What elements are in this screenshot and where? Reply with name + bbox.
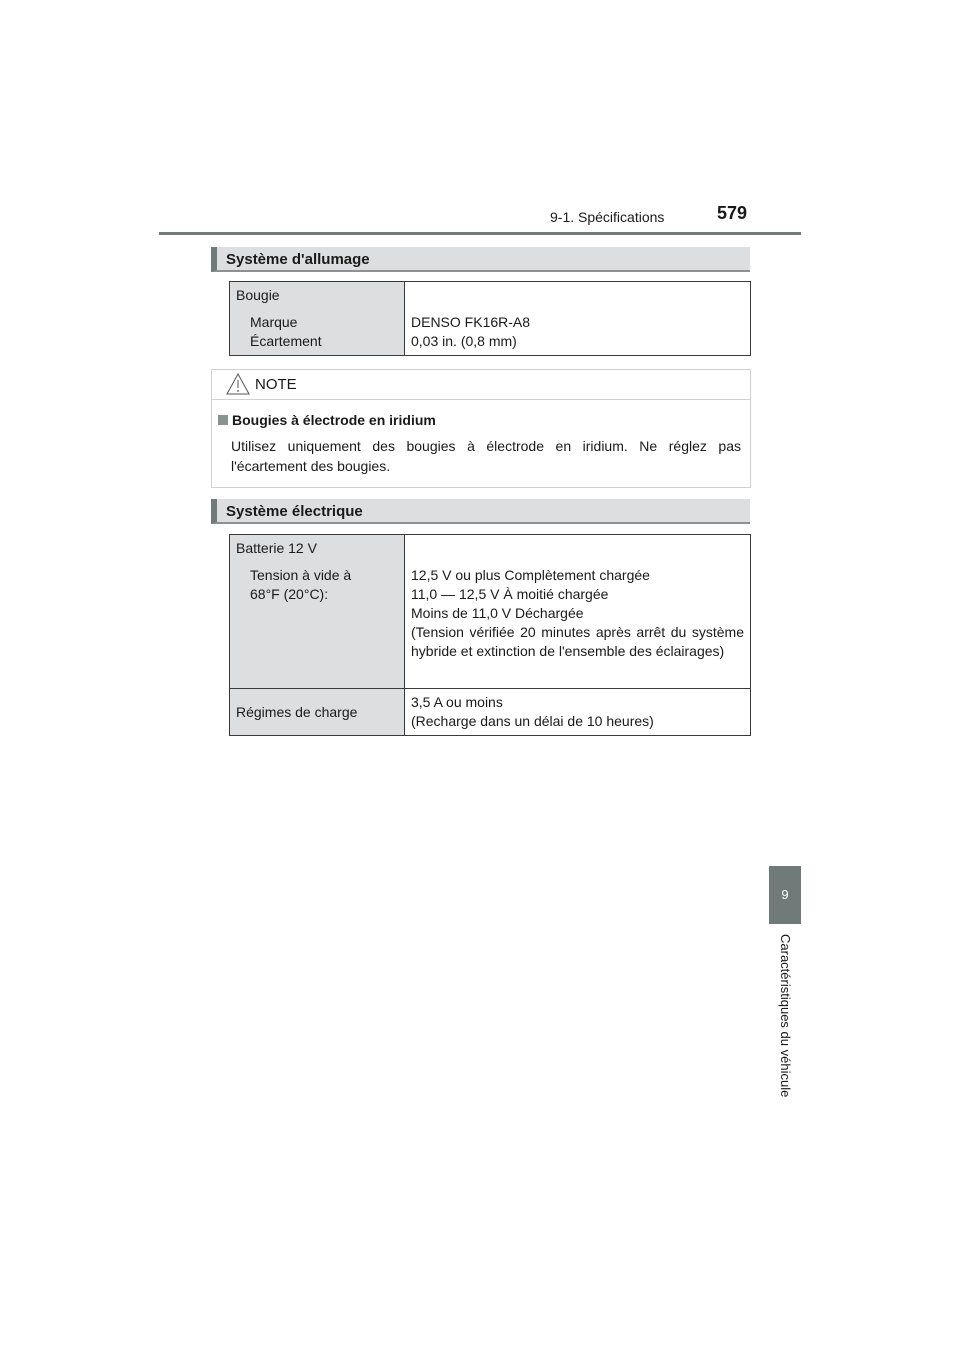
- table-row: [230, 282, 751, 356]
- ignition-value-cell: [405, 282, 751, 356]
- warning-triangle-icon: [226, 373, 250, 395]
- bullet-square-icon: [218, 415, 228, 425]
- battery-group-label: Batterie 12 V: [236, 540, 317, 556]
- chapter-tab: 9: [769, 866, 801, 924]
- charge-label-cell: Régimes de charge: [230, 689, 405, 736]
- charge-duration: (Recharge dans un délai de 10 heures): [411, 713, 654, 729]
- chapter-side-label-text: Caractéristiques du véhicule: [778, 934, 793, 1098]
- note-body: Utilisez uniquement des bougies à électrode en iridium. Ne réglez pas l'écartement des bougies.: [231, 438, 741, 474]
- battery-state-full: 12,5 V ou plus Complètement chargée: [411, 567, 650, 583]
- battery-label-cell: [230, 535, 405, 689]
- note-box: [211, 369, 751, 488]
- header-divider: [159, 232, 801, 235]
- note-label: NOTE: [255, 376, 297, 393]
- open-voltage-label: Tension à vide à 68°F (20°C):: [250, 567, 352, 602]
- ignition-label-cell: [230, 282, 405, 356]
- battery-state-discharged: Moins de 11,0 V Déchargée: [411, 605, 584, 621]
- brand-value: DENSO FK16R-A8: [411, 314, 531, 330]
- electrical-section-title: Système électrique: [211, 499, 750, 524]
- chapter-side-label: [775, 934, 795, 1124]
- battery-state-half: 11,0 — 12,5 V À moitié chargée: [411, 586, 609, 602]
- ignition-section-title: Système d'allumage: [211, 247, 750, 272]
- charge-value-cell: [405, 689, 751, 736]
- brand-label: Marque: [250, 314, 298, 330]
- battery-value-cell: [405, 535, 751, 689]
- note-title-text: Bougies à électrode en iridium: [232, 412, 436, 428]
- spark-plug-group-label: Bougie: [236, 287, 280, 303]
- note-header: [212, 370, 750, 400]
- gap-label: Écartement: [250, 333, 322, 349]
- gap-value: 0,03 in. (0,8 mm): [411, 333, 517, 349]
- page-number: 579: [717, 203, 748, 223]
- section-heading: 9-1. Spécifications: [550, 209, 665, 225]
- table-row: [230, 689, 751, 736]
- battery-remark: (Tension vérifiée 20 minutes après arrêt du système hybride et extinction de l'ensemble des éclairages): [411, 624, 744, 659]
- ignition-table: [229, 281, 751, 356]
- note-title: [218, 412, 436, 428]
- electrical-table: [229, 534, 751, 736]
- charge-rate: 3,5 A ou moins: [411, 694, 503, 710]
- table-row: [230, 535, 751, 689]
